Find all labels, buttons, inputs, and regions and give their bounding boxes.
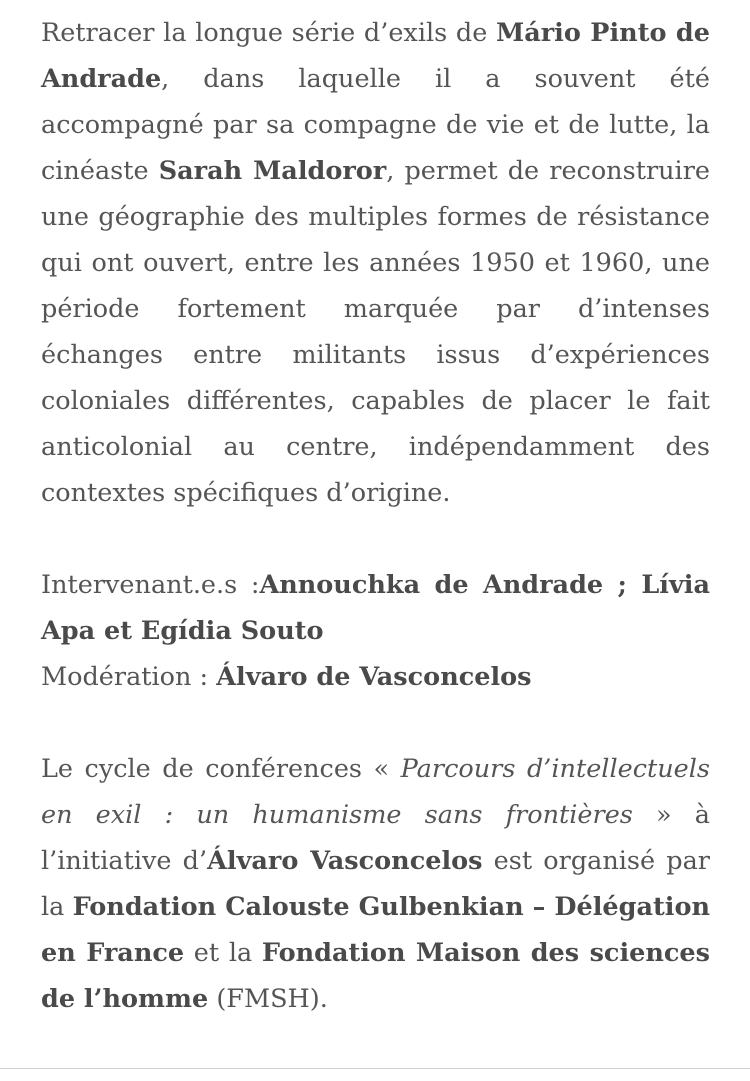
speakers-label: Intervenant.e.s : <box>41 570 260 600</box>
moderator-name: Álvaro de Vasconcelos <box>216 662 532 692</box>
cycle-text-1: Le cycle de conférences « <box>41 754 401 784</box>
cycle-text-5: (FMSH). <box>208 984 328 1014</box>
cycle-paragraph <box>41 746 710 1022</box>
speakers-line <box>41 562 710 654</box>
cycle-text-3: est organisé par la <box>41 846 710 922</box>
speakers-names: Annouchka de Andrade ; Lívia Apa et Egídia Souto <box>41 570 710 646</box>
person-name-sarah: Sarah Maldoror <box>158 156 387 186</box>
cycle-title: Parcours d’intellectuels en exil : un humanisme sans frontières <box>41 754 710 830</box>
intro-text-1: Retracer la longue série d’exils de <box>41 18 496 48</box>
bottom-divider <box>0 1068 750 1069</box>
person-name-mario: Mário Pinto de Andrade <box>41 18 710 94</box>
moderation-line <box>41 654 710 700</box>
intro-paragraph <box>41 10 710 516</box>
organizer-fmsh: Fondation Maison des sciences de l’homme <box>41 938 711 1014</box>
article-body <box>41 10 710 1022</box>
cycle-text-4: et la <box>184 938 262 968</box>
moderation-label: Modération : <box>41 662 217 692</box>
initiator-name: Álvaro Vasconcelos <box>207 846 483 876</box>
intro-text-3: , permet de reconstruire une géographie des multiples formes de résistance qui ont ouvert, entre les années 1950 et 1960, une période fortement marquée par d’intenses échanges entre militants issus d’expériences coloniales différentes, capables de placer le fait anticolonial au centre, indépendamment des contextes spécifiques d’origine. <box>41 156 710 508</box>
cycle-text-2: » à l’initiative d’ <box>41 800 710 876</box>
organizer-gulbenkian: Fondation Calouste Gulbenkian – Délégation en France <box>41 892 710 968</box>
intro-text-2: , dans laquelle il a souvent été accompagné par sa compagne de vie et de lutte, la cinéaste <box>41 64 710 186</box>
